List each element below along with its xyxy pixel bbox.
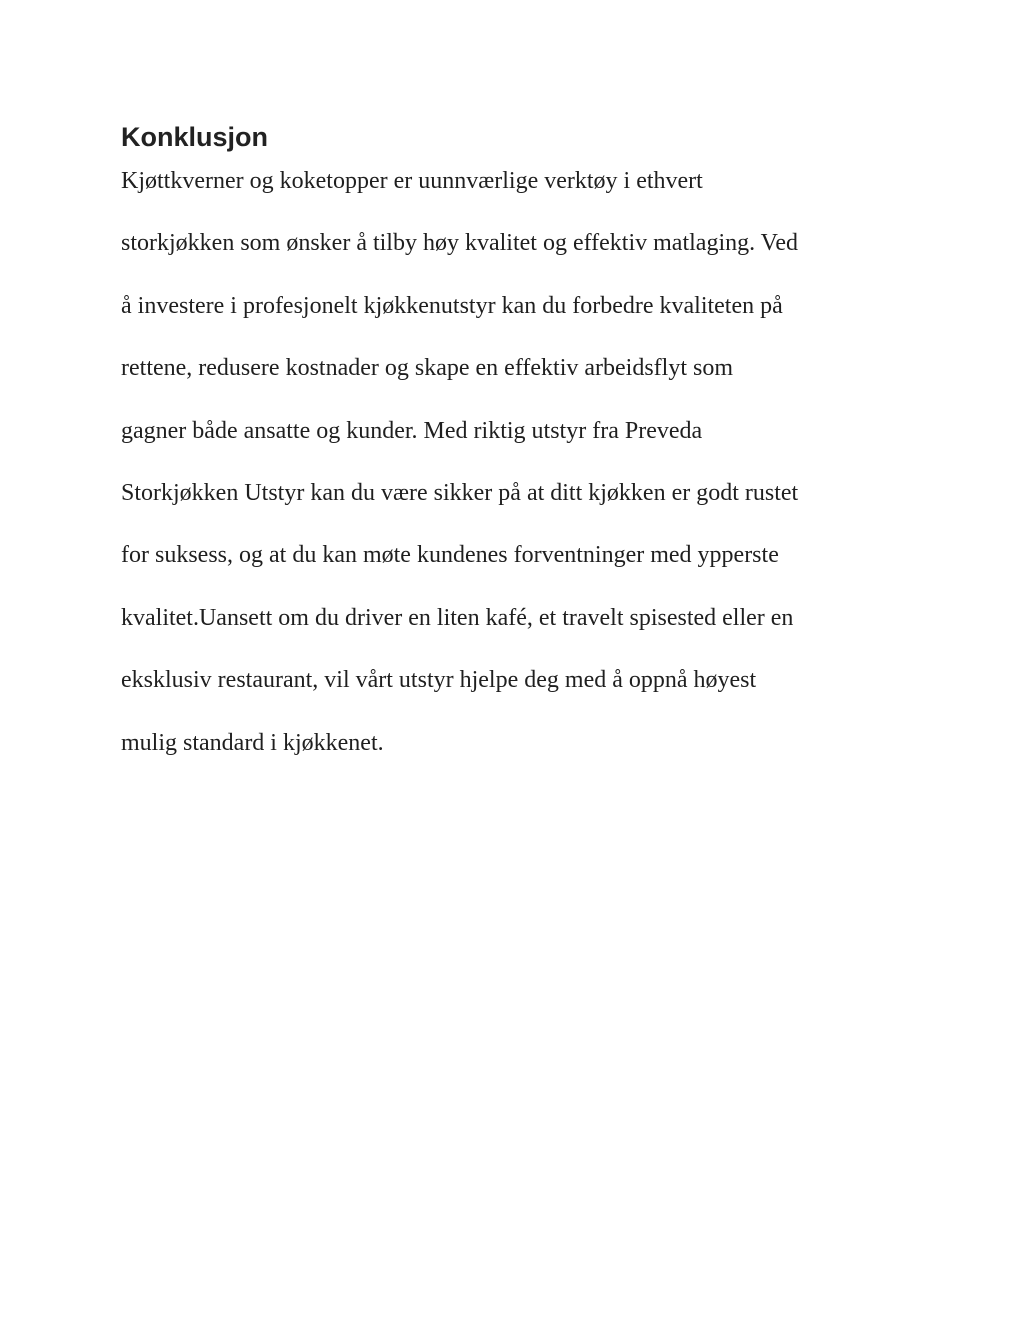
text-line: rettene, redusere kostnader og skape en effektiv arbeidsflyt som bbox=[121, 355, 733, 382]
section-heading: Konklusjon bbox=[121, 122, 268, 152]
document-content bbox=[121, 118, 921, 774]
text-line: gagner både ansatte og kunder. Med riktig utstyr fra Preveda bbox=[121, 417, 703, 444]
text-line: Storkjøkken Utstyr kan du være sikker på at ditt kjøkken er godt rustet bbox=[121, 480, 799, 507]
text-line: storkjøkken som ønsker å tilby høy kvalitet og effektiv matlaging. Ved bbox=[121, 230, 799, 257]
body-paragraph bbox=[121, 150, 921, 774]
text-line: mulig standard i kjøkkenet. bbox=[121, 729, 384, 756]
text-line: for suksess, og at du kan møte kundenes forventninger med ypperste bbox=[121, 542, 779, 569]
text-line: kvalitet.Uansett om du driver en liten kafé, et travelt spisested eller en bbox=[121, 604, 794, 631]
text-line: Kjøttkverner og koketopper er uunnværlige verktøy i ethvert bbox=[121, 168, 703, 194]
text-line: eksklusiv restaurant, vil vårt utstyr hjelpe deg med å oppnå høyest bbox=[121, 667, 757, 694]
text-line: å investere i profesjonelt kjøkkenutstyr kan du forbedre kvaliteten på bbox=[121, 292, 783, 319]
